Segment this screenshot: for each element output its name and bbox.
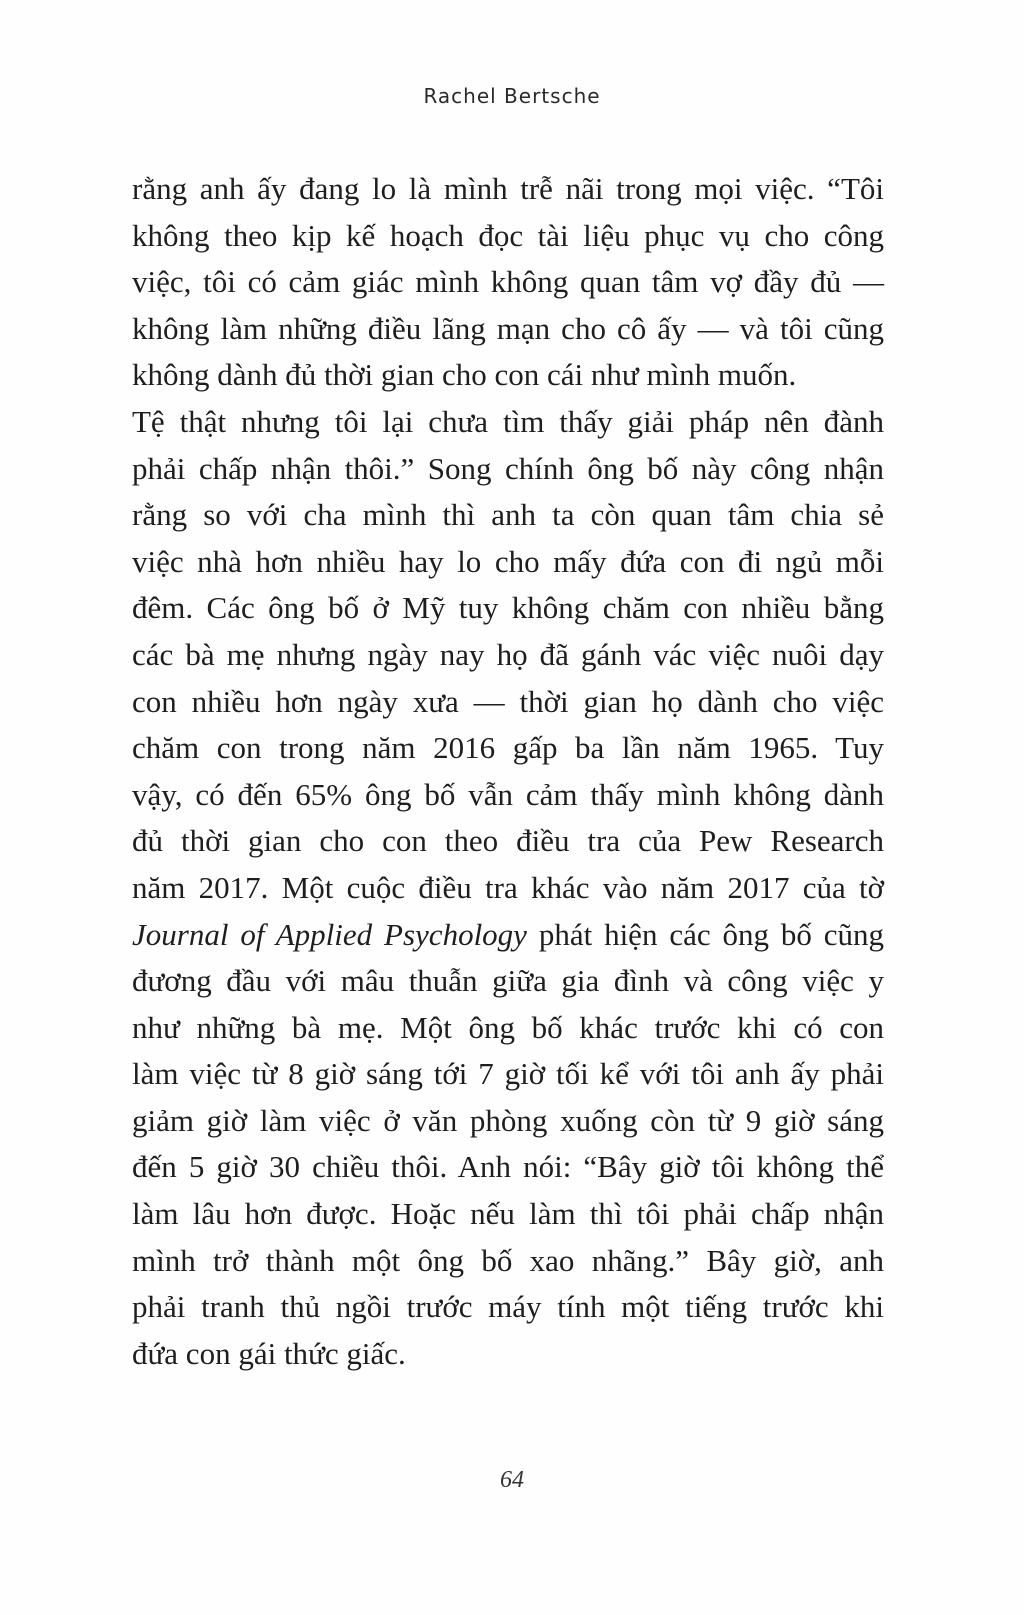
text-line: việc, tôi có cảm giác mình không quan tâm vợ đầy đủ — — [132, 264, 884, 300]
page-number: 64 — [500, 1467, 524, 1493]
text-line: làm việc từ 8 giờ sáng tới 7 giờ tối kể với tôi anh ấy phải — [132, 1056, 884, 1092]
text-line: chăm con trong năm 2016 gấp ba lần năm 1965. Tuy — [132, 730, 884, 766]
text-line-with-journal — [132, 912, 884, 959]
body-paragraph — [132, 166, 884, 1377]
text-line: các bà mẹ nhưng ngày nay họ đã gánh vác việc nuôi dạy — [132, 636, 884, 672]
text-line: mình trở thành một ông bố xao nhãng.” Bây giờ, anh — [132, 1242, 884, 1278]
text-line: phải tranh thủ ngồi trước máy tính một tiếng trước khi — [132, 1289, 884, 1325]
text-line: Tệ thật nhưng tôi lại chưa tìm thấy giải pháp nên đành — [132, 403, 884, 439]
text-line: đến 5 giờ 30 chiều thôi. Anh nói: “Bây giờ tôi không thể — [132, 1149, 884, 1185]
text-line: như những bà mẹ. Một ông bố khác trước khi có con — [132, 1009, 884, 1045]
text-line: không theo kịp kế hoạch đọc tài liệu phục vụ cho công — [132, 217, 884, 253]
running-header-author: Rachel Bertsche — [423, 84, 601, 108]
text-line: giảm giờ làm việc ở văn phòng xuống còn từ 9 giờ sáng — [132, 1102, 884, 1138]
text-line: năm 2017. Một cuộc điều tra khác vào năm 2017 của tờ — [132, 869, 884, 905]
text-line: đương đầu với mâu thuẫn giữa gia đình và công việc y — [132, 963, 884, 999]
journal-title: Journal of Applied Psychology — [132, 916, 527, 952]
text-line: đủ thời gian cho con theo điều tra của Pew Research — [132, 823, 884, 859]
journal-line-rest: phát hiện các ông bố cũng — [526, 916, 884, 952]
text-line: làm lâu hơn được. Hoặc nếu làm thì tôi phải chấp nhận — [132, 1196, 884, 1232]
text-line: việc nhà hơn nhiều hay lo cho mấy đứa con đi ngủ mỗi — [132, 543, 884, 579]
text-line: con nhiều hơn ngày xưa — thời gian họ dành cho việc — [132, 683, 884, 719]
text-line: rằng anh ấy đang lo là mình trễ nãi trong mọi việc. “Tôi — [132, 171, 884, 206]
text-line: đứa con gái thức giấc. — [132, 1335, 406, 1371]
text-line: đêm. Các ông bố ở Mỹ tuy không chăm con nhiều bằng — [132, 590, 884, 626]
text-line: vậy, có đến 65% ông bố vẫn cảm thấy mình không dành — [132, 776, 884, 812]
text-line: không dành đủ thời gian cho con cái như mình muốn. — [132, 357, 797, 393]
text-line: phải chấp nhận thôi.” Song chính ông bố này công nhận — [132, 450, 884, 486]
text-line: không làm những điều lãng mạn cho cô ấy — và tôi cũng — [132, 310, 884, 346]
text-line: rằng so với cha mình thì anh ta còn quan tâm chia sẻ — [132, 497, 884, 533]
